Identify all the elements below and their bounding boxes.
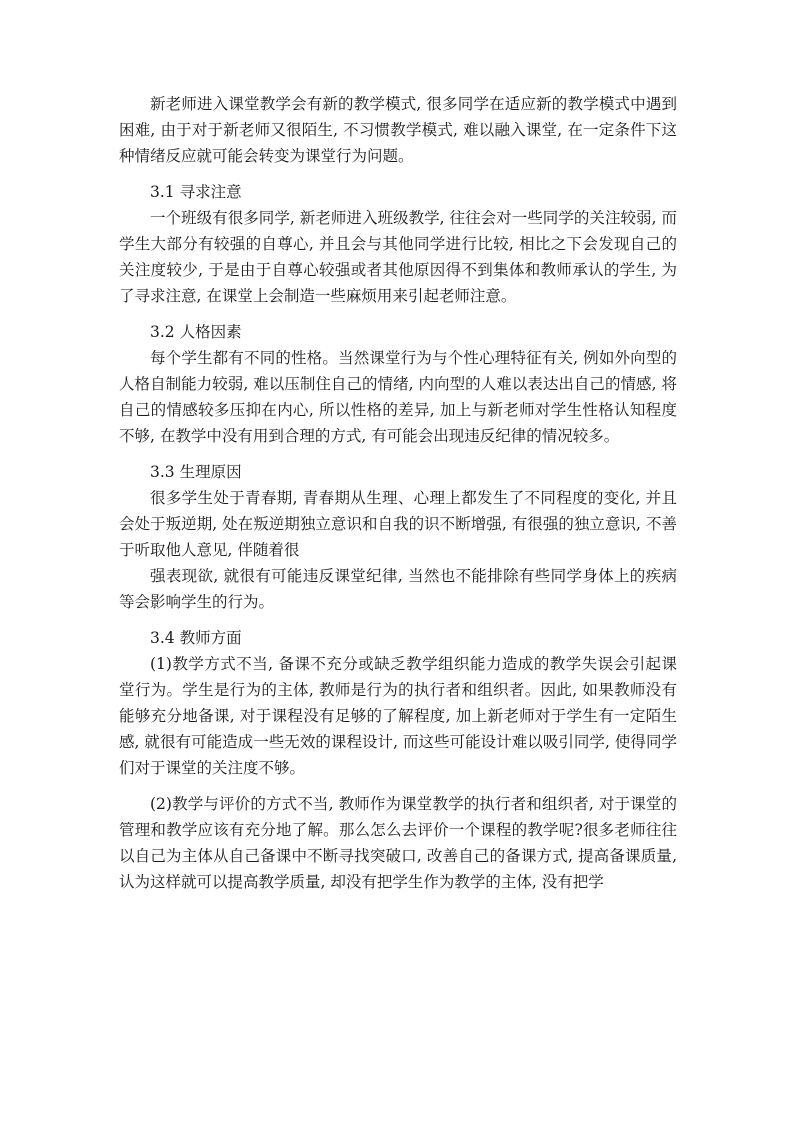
paragraph-physiology-part2: 强表现欲, 就很有可能违反课堂纪律, 当然也不能排除有些同学身体上的疾病等会影响学生的行为。 (119, 567, 677, 611)
paragraph-personality: 每个学生都有不同的性格。当然课堂行为与个性心理特征有关, 例如外向型的人格自制能力较弱, 难以压制住自己的情绪, 内向型的人难以表达出自己的情感, 将自己的情感较多压抑在内心, 所以性格的差异, 加上与新老师对学生性格认知程度不够, 在教学中没有用到合理的方式, 有可能会出现违反纪律的情况较多。 (119, 349, 677, 445)
paragraph-seeking-attention: 一个班级有很多同学, 新老师进入班级教学, 往往会对一些同学的关注较弱, 而学生大部分有较强的自尊心, 并且会与其他同学进行比较, 相比之下会发现自己的关注度较少, 于是由于自尊心较强或者其他原因得不到集体和教师承认的学生, 为了寻求注意, 在课堂上会制造一些麻烦用来引起老师注意。 (119, 209, 677, 305)
section-heading-3-4: 3.4 教师方面 (150, 629, 242, 647)
section-heading-3-1: 3.1 寻求注意 (150, 183, 242, 201)
paragraph-teacher-method: (1)教学方式不当, 备课不充分或缺乏教学组织能力造成的教学失误会引起课堂行为。学生是行为的主体, 教师是行为的执行者和组织者。因此, 如果教师没有能够充分地备课, 对于课程没有足够的了解程度, 加上新老师对于学生有一定陌生感, 就很有可能造成一些无效的课程设计, 而这些可能设计难以吸引同学, 使得同学们对于课堂的关注度不够。 (119, 655, 677, 777)
section-heading-3-3: 3.3 生理原因 (150, 463, 242, 481)
paragraph-teacher-evaluation: (2)教学与评价的方式不当, 教师作为课堂教学的执行者和组织者, 对于课堂的管理和教学应该有充分地了解。那么怎么去评价一个课程的教学呢?很多老师往往以自己为主体从自己备课中不断寻找突破口, 改善自己的备课方式, 提高备课质量, 认为这样就可以提高教学质量, 却没有把学生作为教学的主体, 没有把学 (119, 795, 677, 891)
document-body (119, 91, 677, 895)
paragraph-physiology-part1: 很多学生处于青春期, 青春期从生理、心理上都发生了不同程度的变化, 并且会处于叛逆期, 处在叛逆期独立意识和自我的识不断增强, 有很强的独立意识, 不善于听取他人意见, 伴随着很 (119, 489, 677, 559)
section-heading-3-2: 3.2 人格因素 (150, 323, 242, 341)
intro-paragraph: 新老师进入课堂教学会有新的教学模式, 很多同学在适应新的教学模式中遇到困难, 由于对于新老师又很陌生, 不习惯教学模式, 难以融入课堂, 在一定条件下这种情绪反应就可能会转变为课堂行为问题。 (119, 95, 677, 165)
